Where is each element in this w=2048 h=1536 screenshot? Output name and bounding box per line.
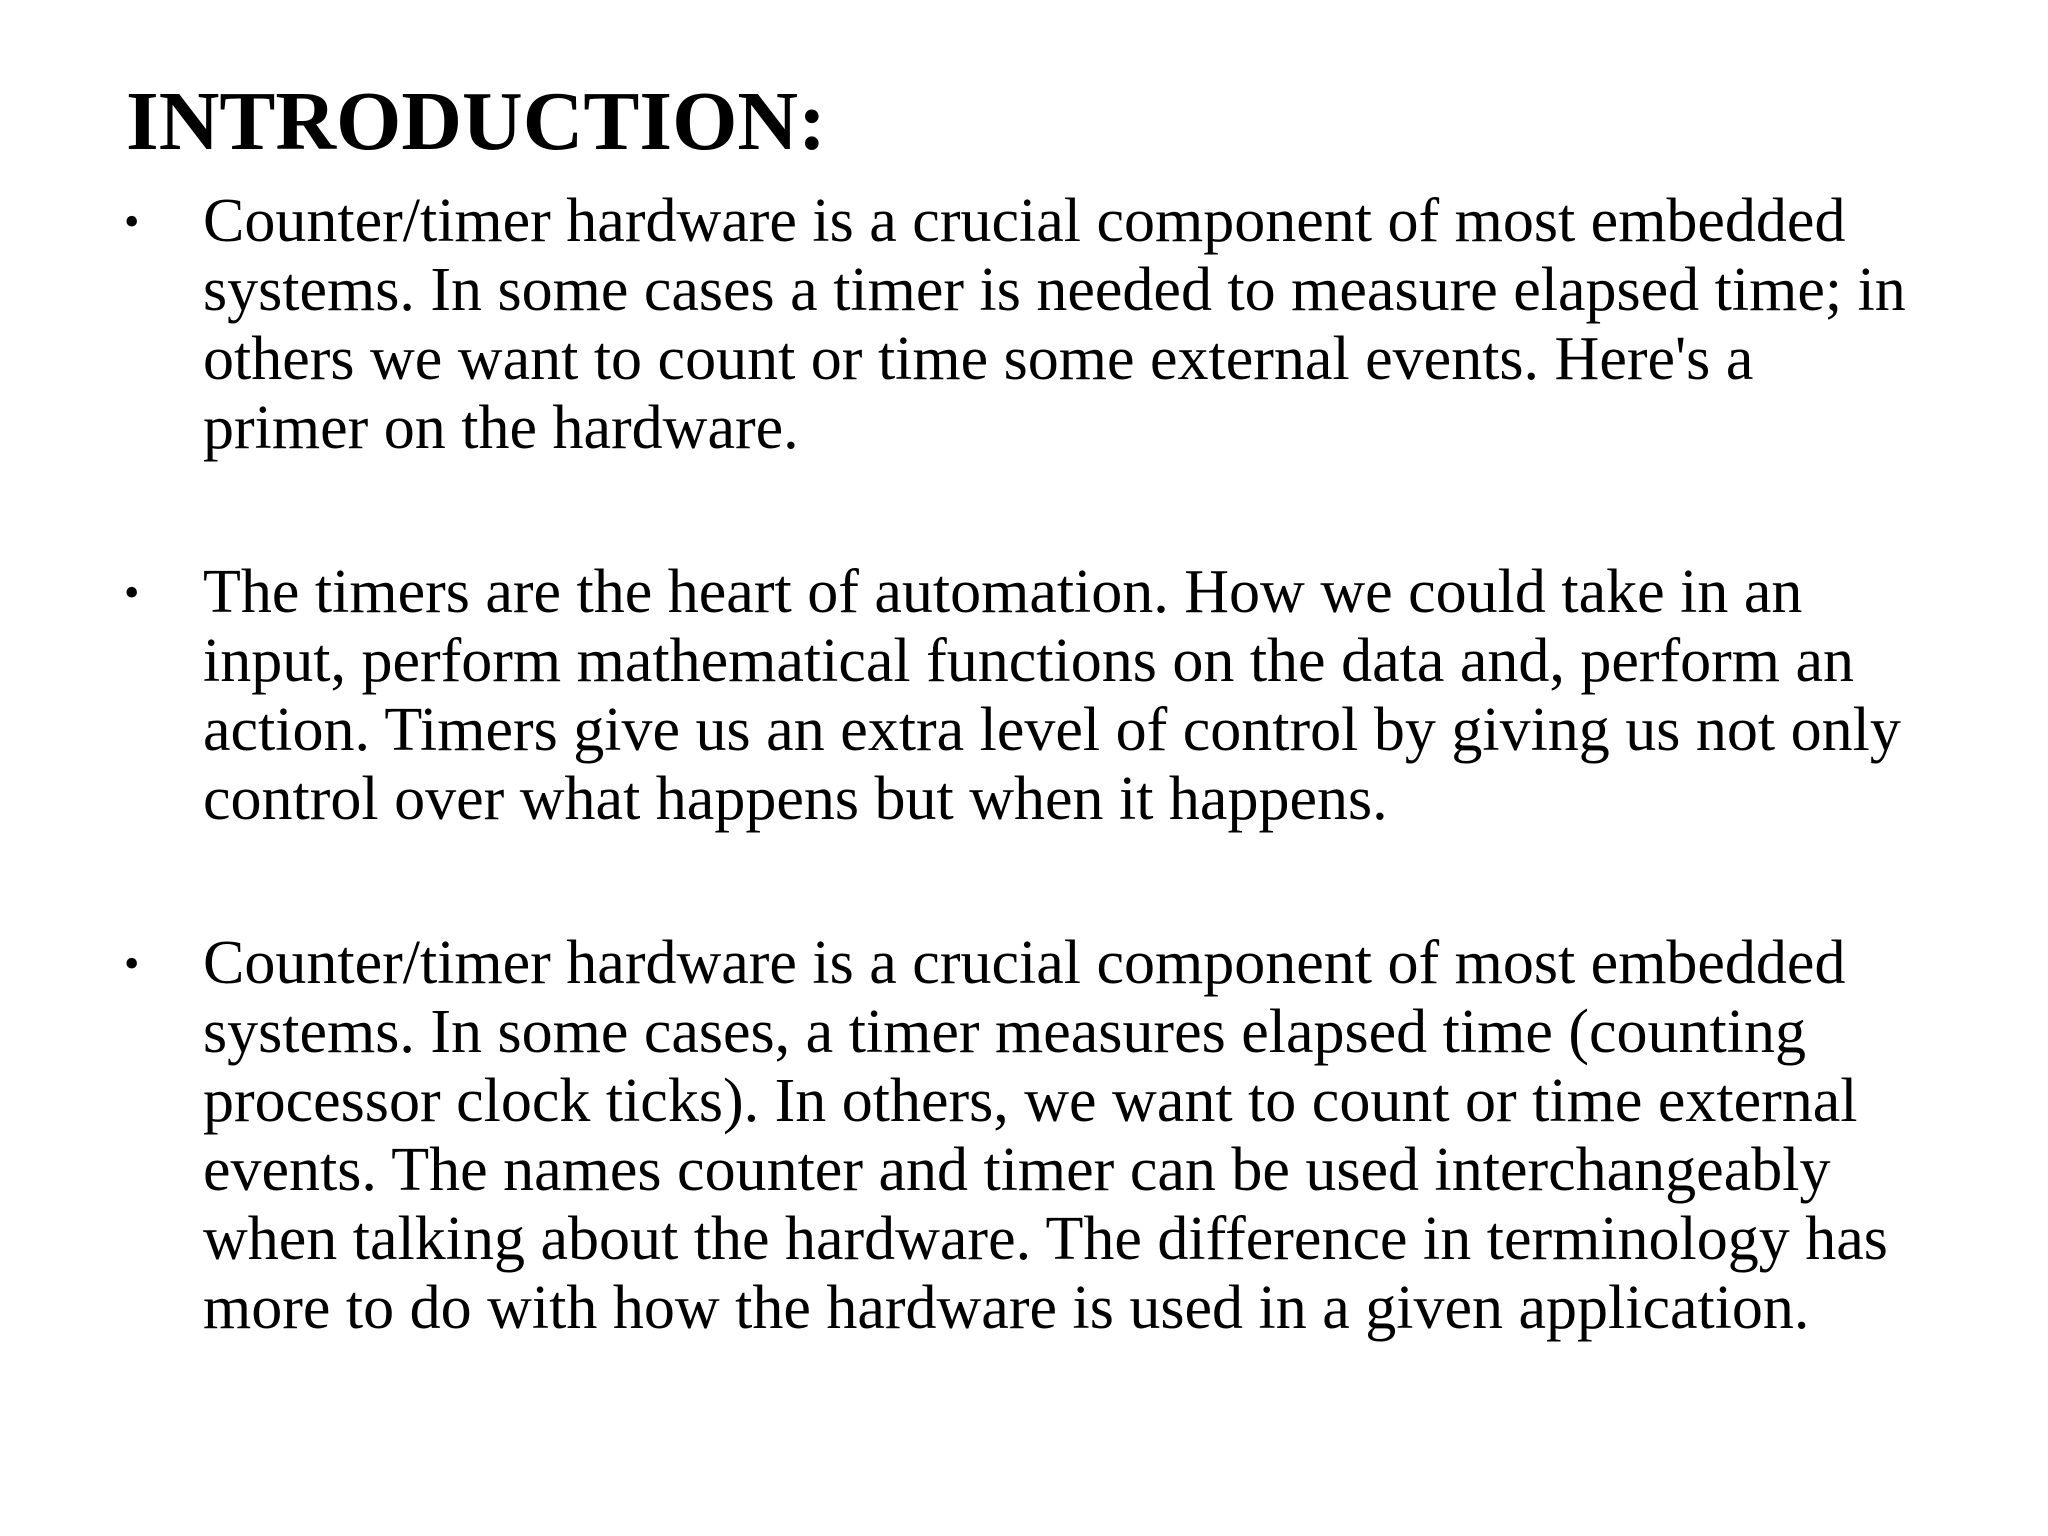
bullet-point-icon: •: [124, 197, 140, 246]
bullet-point-icon: •: [124, 568, 140, 617]
slide-title: INTRODUCTION:: [126, 75, 827, 168]
bullet-text: Counter/timer hardware is a crucial component of most embedded systems. In some cases, a timer measures elapsed time (counting processor clock ticks). In others, we want to count or time external events. The names counter and timer can be used interchangeably when talking about the hardware. The difference in terminology has more to do with how the hardware is used in a given application.: [203, 929, 1888, 1342]
bullet-text: Counter/timer hardware is a crucial component of most embedded systems. In some cases a timer is needed to measure elapsed time; in others we want to count or time some external events. Here's a primer on the hardware.: [203, 187, 1906, 462]
bullet-text: The timers are the heart of automation. How we could take in an input, perform mathematical functions on the data and, perform an action. Timers give us an extra level of control by giving us not only control over what happens but when it happens.: [203, 558, 1901, 833]
bullet-point-icon: •: [124, 939, 140, 988]
